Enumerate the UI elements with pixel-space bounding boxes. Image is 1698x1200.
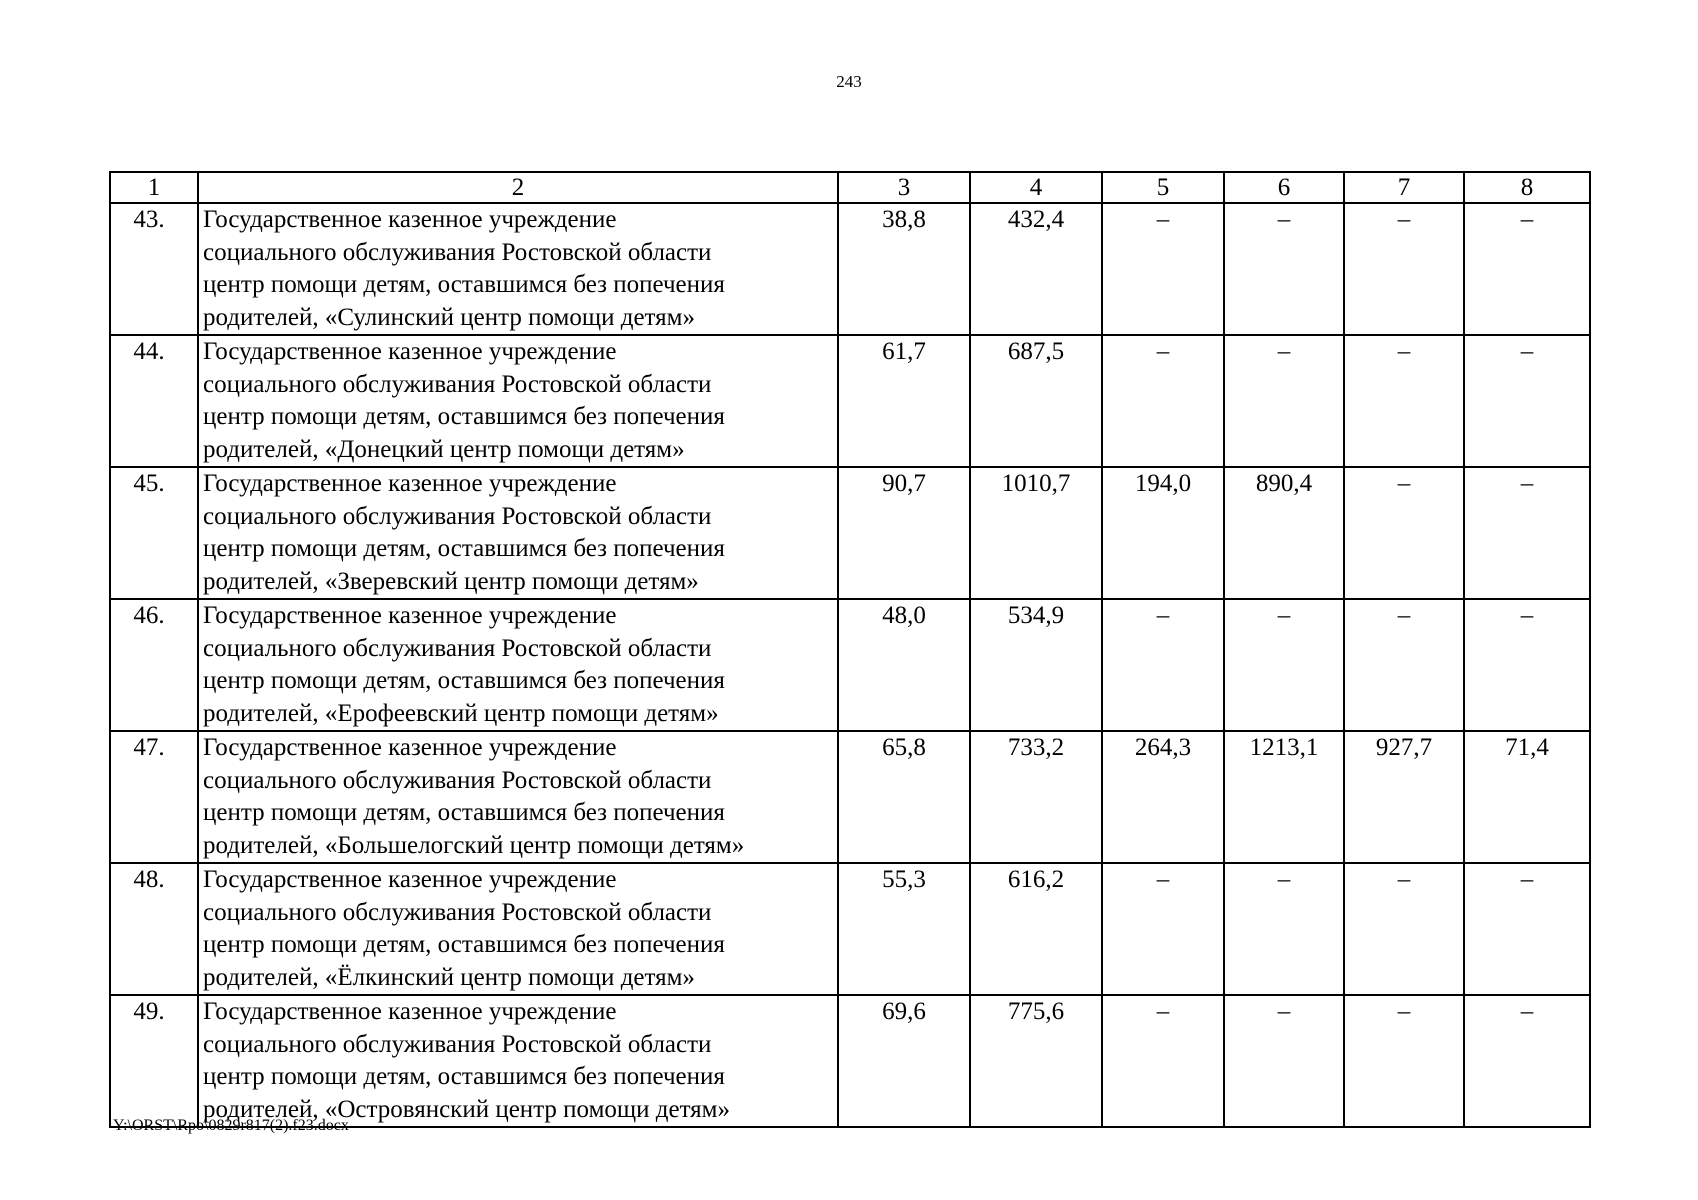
value-col-3: 69,6: [838, 995, 970, 1127]
value-col-4: 432,4: [970, 203, 1102, 335]
header-cell: 6: [1224, 172, 1344, 203]
value-col-6: –: [1224, 995, 1344, 1127]
value-col-5: –: [1102, 203, 1224, 335]
value-col-6: –: [1224, 863, 1344, 995]
value-col-7: –: [1344, 863, 1464, 995]
value-col-4: 616,2: [970, 863, 1102, 995]
row-number: 49.: [110, 995, 198, 1127]
value-col-3: 65,8: [838, 731, 970, 863]
table-row: [110, 995, 1590, 1127]
value-col-7: 927,7: [1344, 731, 1464, 863]
value-col-7: –: [1344, 599, 1464, 731]
value-col-4: 733,2: [970, 731, 1102, 863]
table-row: [110, 731, 1590, 863]
institution-name: Государственное казенное учреждение социального обслуживания Ростовской области центр помощи детям, оставшимся без попечения родителей, «Ерофеевский центр помощи детям»: [198, 599, 838, 731]
value-col-4: 775,6: [970, 995, 1102, 1127]
value-col-6: 1213,1: [1224, 731, 1344, 863]
header-cell: 2: [198, 172, 838, 203]
value-col-5: 194,0: [1102, 467, 1224, 599]
header-cell: 8: [1464, 172, 1590, 203]
header-cell: 5: [1102, 172, 1224, 203]
institution-name: Государственное казенное учреждение социального обслуживания Ростовской области центр помощи детям, оставшимся без попечения родителей, «Ёлкинский центр помощи детям»: [198, 863, 838, 995]
header-row: [110, 172, 1590, 203]
institution-name: Государственное казенное учреждение социального обслуживания Ростовской области центр помощи детям, оставшимся без попечения родителей, «Зверевский центр помощи детям»: [198, 467, 838, 599]
row-number: 45.: [110, 467, 198, 599]
institution-name: Государственное казенное учреждение социального обслуживания Ростовской области центр помощи детям, оставшимся без попечения родителей, «Большелогский центр помощи детям»: [198, 731, 838, 863]
value-col-7: –: [1344, 467, 1464, 599]
header-cell: 7: [1344, 172, 1464, 203]
row-number: 48.: [110, 863, 198, 995]
value-col-6: –: [1224, 599, 1344, 731]
value-col-3: 61,7: [838, 335, 970, 467]
value-col-7: –: [1344, 995, 1464, 1127]
institution-name: Государственное казенное учреждение социального обслуживания Ростовской области центр помощи детям, оставшимся без попечения родителей, «Донецкий центр помощи детям»: [198, 335, 838, 467]
header-cell: 3: [838, 172, 970, 203]
value-col-5: –: [1102, 335, 1224, 467]
row-number: 46.: [110, 599, 198, 731]
header-cell: 1: [110, 172, 198, 203]
header-cell: 4: [970, 172, 1102, 203]
row-number: 44.: [110, 335, 198, 467]
value-col-5: –: [1102, 995, 1224, 1127]
file-path-footer: Y:\ORST\Rpo\0829r817(2).f23.docx: [113, 1117, 349, 1134]
value-col-4: 687,5: [970, 335, 1102, 467]
value-col-7: –: [1344, 335, 1464, 467]
page-number: 243: [836, 72, 862, 91]
value-col-6: –: [1224, 203, 1344, 335]
value-col-8: –: [1464, 467, 1590, 599]
value-col-5: –: [1102, 599, 1224, 731]
data-table: [109, 171, 1591, 1128]
table-row: [110, 335, 1590, 467]
table-row: [110, 467, 1590, 599]
value-col-3: 38,8: [838, 203, 970, 335]
institution-name: Государственное казенное учреждение социального обслуживания Ростовской области центр помощи детям, оставшимся без попечения родителей, «Островянский центр помощи детям»: [198, 995, 838, 1127]
institution-name: Государственное казенное учреждение социального обслуживания Ростовской области центр помощи детям, оставшимся без попечения родителей, «Сулинский центр помощи детям»: [198, 203, 838, 335]
row-number: 47.: [110, 731, 198, 863]
value-col-3: 90,7: [838, 467, 970, 599]
value-col-3: 55,3: [838, 863, 970, 995]
value-col-3: 48,0: [838, 599, 970, 731]
value-col-6: 890,4: [1224, 467, 1344, 599]
value-col-7: –: [1344, 203, 1464, 335]
value-col-8: –: [1464, 203, 1590, 335]
table-row: [110, 599, 1590, 731]
table-row: [110, 863, 1590, 995]
value-col-8: 71,4: [1464, 731, 1590, 863]
value-col-4: 1010,7: [970, 467, 1102, 599]
row-number: 43.: [110, 203, 198, 335]
table-row: [110, 203, 1590, 335]
value-col-8: –: [1464, 335, 1590, 467]
value-col-8: –: [1464, 995, 1590, 1127]
value-col-6: –: [1224, 335, 1344, 467]
value-col-8: –: [1464, 863, 1590, 995]
value-col-4: 534,9: [970, 599, 1102, 731]
value-col-8: –: [1464, 599, 1590, 731]
value-col-5: 264,3: [1102, 731, 1224, 863]
value-col-5: –: [1102, 863, 1224, 995]
